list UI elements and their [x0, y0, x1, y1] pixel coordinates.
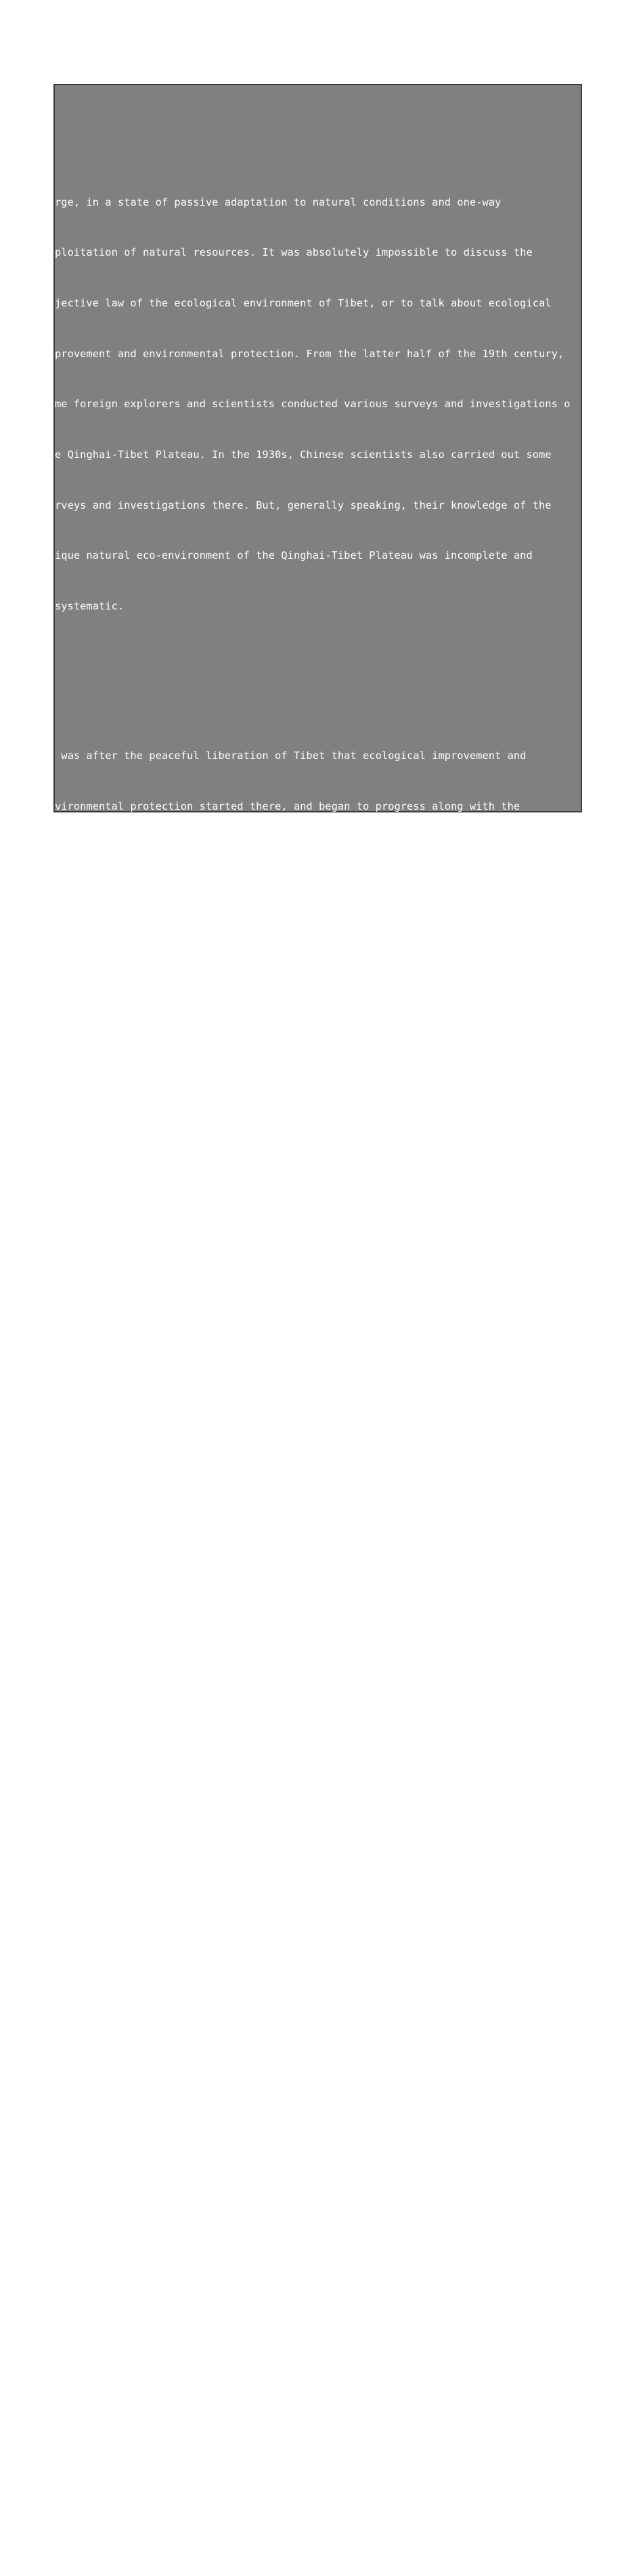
- text-line: e State sent forestry specialists to explore parts of the Yarlungzangbo River: [55, 1756, 539, 1769]
- paragraph-5: [55, 2275, 590, 2511]
- text-line: ique natural eco-environment of the Qinghai-Tibet Plateau was incomplete and: [55, 549, 533, 562]
- text-line: me foreign explorers and scientists conducted various surveys and investigations o: [55, 398, 571, 411]
- text-line: ive using local tree species as the main breeds was launched in a big way in Tibet: [55, 2009, 571, 2022]
- paragraph-3: [55, 965, 590, 1555]
- text-line: ilization, which started the process of scientific understanding,utilization and: [55, 1455, 558, 1468]
- text-line: steries of the Qinghai-Tibet Plateau and promote Tibet's social progress and: [55, 1152, 533, 1165]
- text-line: folded, with the aim of improving the subsistence conditions on the Tibet Plateau.: [55, 1706, 571, 1718]
- text-line: provement and environmental protection. From the latter half of the 19th century,: [55, 347, 564, 360]
- text-body: [55, 110, 590, 2576]
- text-line: vernment Administration Council" (on the basis of which the "Tibet Comprehensive: [55, 1253, 558, 1266]
- text-line: rk in all spheres achieved by the people's democratic government. In 1975, the: [55, 2462, 546, 2475]
- text-line: e implementation of the Democratic Reform in 1959, a mass voluntary tree-planting: [55, 1958, 564, 1971]
- text-line: ch afforestation efforts enabled the people in Tibet to achieve a qualitative leap: [55, 2059, 571, 2072]
- text-line: jective law of the ecological environment of Tibet, or to talk about ecological: [55, 296, 552, 309]
- text-line: eir own initiative.: [55, 2161, 175, 2174]
- text-line: luntary protection and active improvement of the ecological environment in Tibet.: [55, 1051, 564, 1063]
- text-line: lley, and carried out experiments in the cultivation of tree saplings and: [55, 1807, 514, 1820]
- text-line: otection of the ecological environment in Tibet.: [55, 1506, 357, 1519]
- text-line: plore and assess land, forest, pastureland, water conservancy and mineral resource: [55, 1354, 571, 1366]
- text-line: dernization of Tibet.: [55, 850, 187, 863]
- text-line: ter the founding of the People's Government of the Tibet Autonomous Region in: [55, 2310, 539, 2323]
- text-line: undation for large-scale afforestation and ecological improvement in Tibet. After: [55, 1908, 564, 1920]
- paragraph-2: [55, 714, 590, 900]
- paragraph-4: [55, 1619, 590, 2209]
- paragraph-1: [55, 160, 590, 649]
- text-line: ptember 1965, ecological improvement and environmental protection were put on: [55, 2361, 539, 2374]
- text-line: ploration Team of the Chinese Academy of Sciences"was established in 1958), to: [55, 1304, 546, 1316]
- text-frame: [53, 84, 582, 2475]
- text-line: e Qinghai-Tibet Plateau. In the 1930s, Chinese scientists also carried out some: [55, 448, 552, 461]
- text-line: vernment agenda and thus organizationally guaranteed, along with the progress of: [55, 2411, 558, 2424]
- text-line: systematic.: [55, 600, 125, 613]
- text-line: Tibet. The work team put forward a proposal for scientific development and: [55, 1404, 527, 1417]
- text-line: The peaceful liberation initiated the process of scientific understanding,: [55, 1001, 527, 1013]
- text-line: ploitation of natural resources. It was absolutely impossible to discuss the: [55, 246, 533, 259]
- text-line: was after the peaceful liberation of Tibet that ecological improvement and: [55, 750, 527, 762]
- text-line: vironmental protection started there, and began to progress along with the: [55, 800, 520, 813]
- text-line: the same time, ecological improvement and environmental protection work gradually: [55, 1655, 571, 1668]
- text-line: rveys and investigations there. But, generally speaking, their knowledge of the: [55, 499, 552, 511]
- text-line: om the centuries-old passive adaptation to natural conditions to remaking nature o: [55, 2110, 571, 2123]
- text-line: ortly after the peaceful liberation of Tibet in 1951, in order to unveil the: [55, 1101, 533, 1114]
- text-line: velopment, the Central People's Government organized the "Tibet Work Team of the: [55, 1202, 558, 1215]
- text-line: rge, in a state of passive adaptation to natural conditions and one-way: [55, 196, 502, 208]
- text-line: forestation at the July 1 Farm in the western suburbs of Lhasa, which laid the: [55, 1858, 546, 1870]
